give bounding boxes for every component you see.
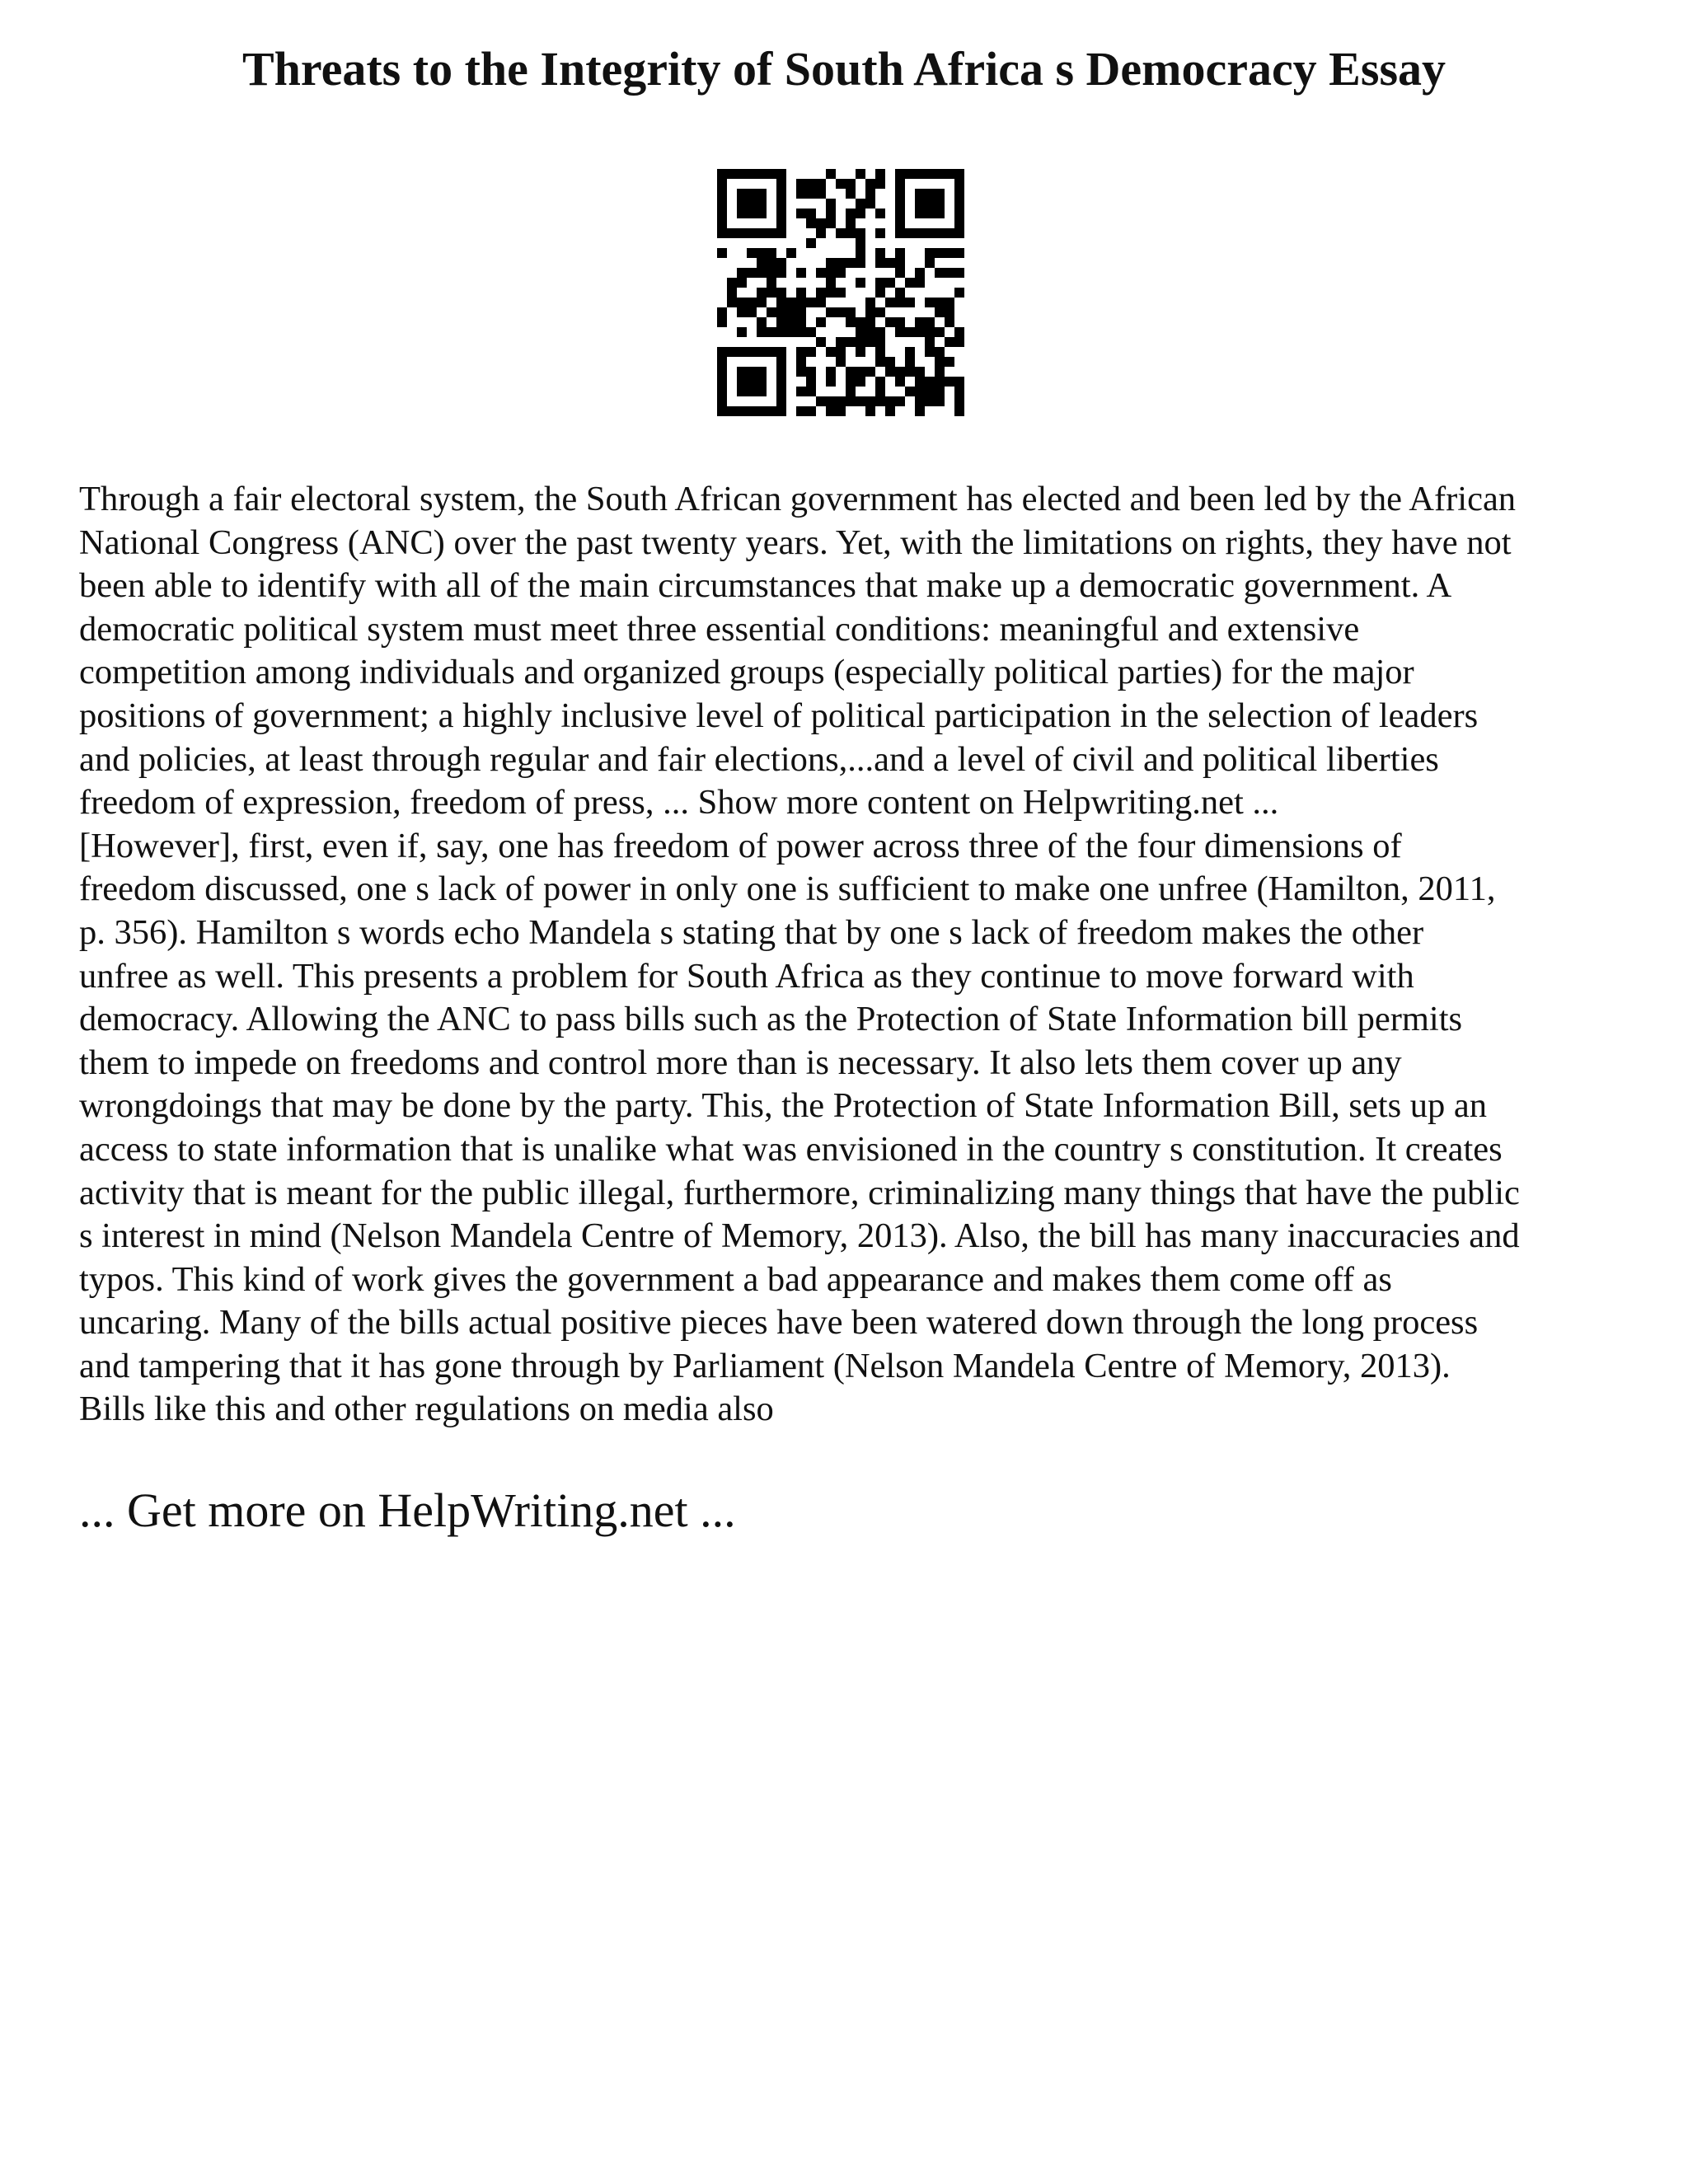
body-line: typos. This kind of work gives the government a bad appearance and makes them come off as — [79, 1259, 1392, 1299]
body-line: and policies, at least through regular and fair elections,...and a level of civil and political liberties — [79, 739, 1439, 779]
page-title: Threats to the Integrity of South Africa s Democracy Essay — [241, 42, 1447, 96]
get-more-link[interactable]: ... Get more on HelpWriting.net ... — [79, 1483, 736, 1537]
body-line: and tampering that it has gone through by Parliament (Nelson Mandela Centre of Memory, 2013). — [79, 1346, 1451, 1385]
body-line: [However], first, even if, say, one has freedom of power across three of the four dimensions of — [79, 826, 1402, 865]
qr-code-icon — [717, 169, 964, 416]
body-line: freedom of expression, freedom of press, ... Show more content on Helpwriting.net ... — [79, 783, 1279, 823]
body-line: Through a fair electoral system, the South African government has elected and been led by the African — [79, 480, 1517, 518]
body-line: access to state information that is unalike what was envisioned in the country s constitution. It creates — [79, 1129, 1503, 1169]
body-line: National Congress (ANC) over the past twenty years. Yet, with the limitations on rights, they have not — [79, 523, 1512, 562]
body-line: democratic political system must meet three essential conditions: meaningful and extensive — [79, 609, 1360, 649]
body-line: uncaring. Many of the bills actual positive pieces have been watered down through the long process — [79, 1303, 1479, 1343]
body-line: competition among individuals and organized groups (especially political parties) for the major — [79, 653, 1414, 692]
essay-body — [79, 478, 1645, 1432]
body-line: freedom discussed, one s lack of power in only one is sufficient to make one unfree (Hamilton, 2011, — [79, 869, 1496, 909]
body-line: been able to identify with all of the main circumstances that make up a democratic government. A — [79, 566, 1452, 606]
body-line: Bills like this and other regulations on media also — [79, 1390, 774, 1429]
body-line: p. 356). Hamilton s words echo Mandela s stating that by one s lack of freedom makes the other — [79, 912, 1424, 952]
body-line: democracy. Allowing the ANC to pass bills such as the Protection of State Information bill permits — [79, 1000, 1463, 1039]
body-line: wrongdoings that may be done by the party. This, the Protection of State Information Bill, sets up an — [79, 1086, 1487, 1126]
body-line: them to impede on freedoms and control more than is necessary. It also lets them cover up any — [79, 1043, 1402, 1082]
body-line: s interest in mind (Nelson Mandela Centre of Memory, 2013). Also, the bill has many inaccuracies and — [79, 1216, 1520, 1256]
body-line: activity that is meant for the public illegal, furthermore, criminalizing many things that have the public — [79, 1173, 1520, 1212]
body-line: unfree as well. This presents a problem for South Africa as they continue to move forward with — [79, 956, 1414, 996]
body-line: positions of government; a highly inclusive level of political participation in the selection of leaders — [79, 696, 1479, 735]
